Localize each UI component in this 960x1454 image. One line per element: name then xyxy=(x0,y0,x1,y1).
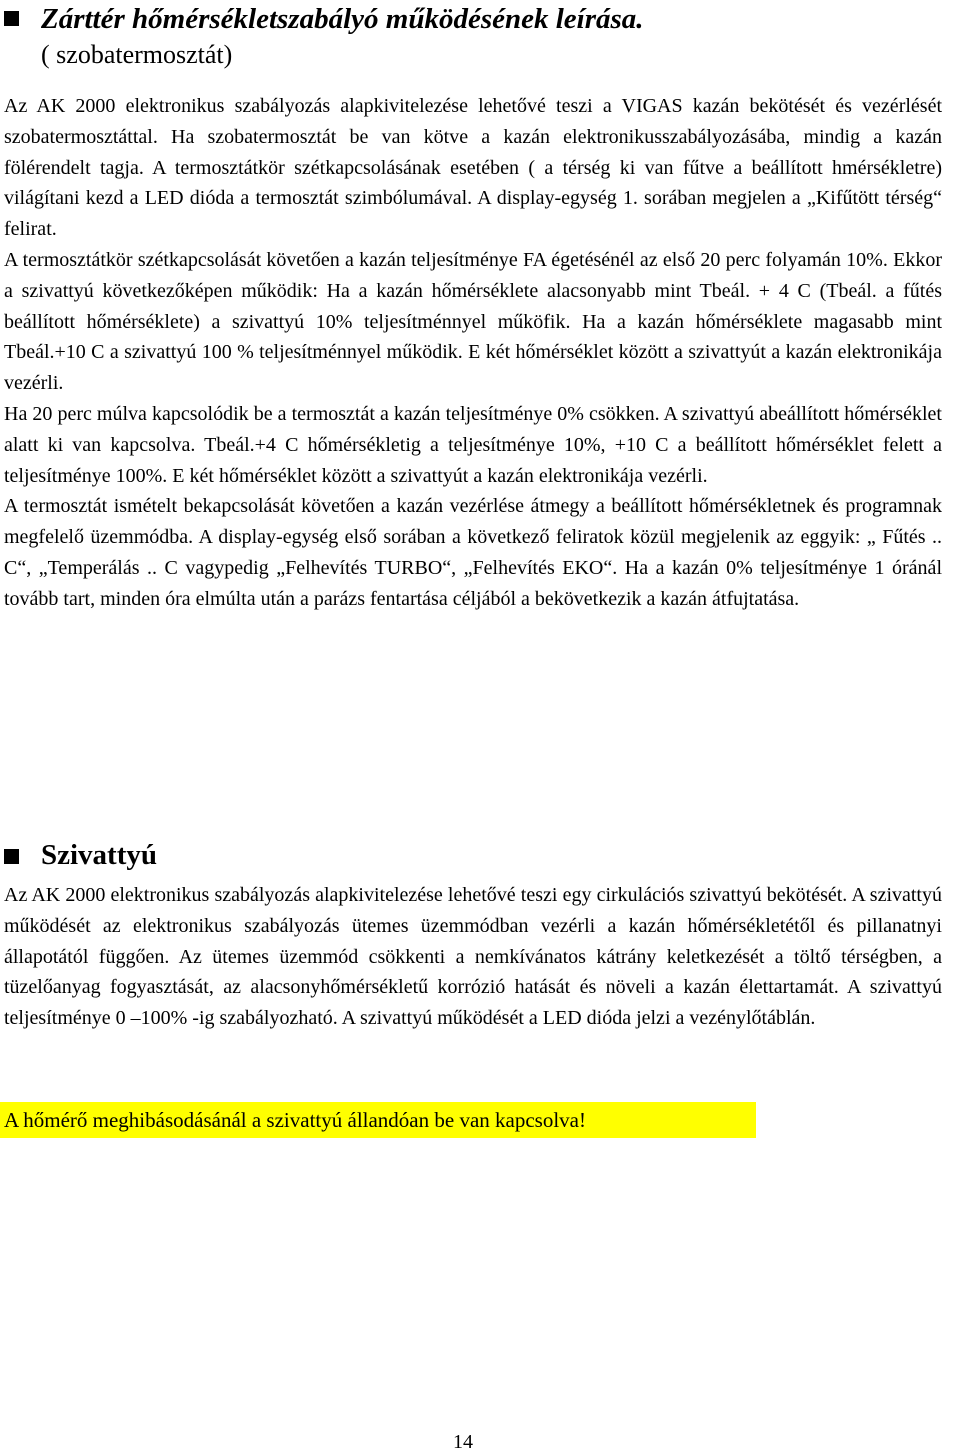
thermostat-section-body xyxy=(4,91,942,615)
paragraph: Az AK 2000 elektronikus szabályozás alapkivitelezése lehetővé teszi egy cirkulációs szivattyú bekötését. A szivattyú működését az elektronikus szabályozás ütemes üzemmódban vezérli a kazán hőmérsékletétől és pillanatnyi állapotától függően. Az ütemes üzemmód csökkenti a nemkívánatos kátrány keletkezését a töltő térségben, a tüzelőanyag fogyasztását, az alacsonyhőmérsékletű korrózió hatását és növeli a kazán élettartamát. A szivattyú teljesítménye 0 –100% -ig szabályozható. A szivattyú működését a LED dióda jelzi a vezénylőtáblán. xyxy=(4,884,942,1030)
pump-section-body xyxy=(4,880,942,1034)
heading-title: Szivattyú xyxy=(41,839,157,871)
paragraph: A termosztát ismételt bekapcsolását követően a kazán vezérlése átmegy a beállított hőmérsékletnek és programnak megfelelő üzemmódba. A display-egység első sorában a következő feliratok közül megjelenik az eggyik: „ Fűtés .. C“, „Temperálás .. C vagypedig „Felhevítés TURBO“, „Felhevítés EKO“. Ha a kazán 0% teljesítménye 1 óránál tovább tart, minden óra elmúlta után a parázs fentartása céljából a bekövetkezik a kazán átfujtatása. xyxy=(4,495,942,610)
square-bullet-icon xyxy=(4,11,19,26)
warning-highlight: A hőmérő meghibásodásánál a szivattyú állandóan be van kapcsolva! xyxy=(0,1102,756,1138)
section-heading-thermostat xyxy=(4,2,904,72)
paragraph: Ha 20 perc múlva kapcsolódik be a termosztát a kazán teljesítménye 0% csökken. A szivattyú abeállított hőmérséklet alatt ki van kapcsolva. Tbeál.+4 C hőmérsékletig a teljesítménye 10%, +10 C a beállított hőmérséklet felett a teljesítménye 100%. E két hőmérséklet között a szivattyút a kazán elektronikája vezérli. xyxy=(4,402,942,487)
section-heading-pump xyxy=(4,836,157,874)
heading-title-line2: ( szobatermosztát) xyxy=(41,40,233,69)
paragraph: Az AK 2000 elektronikus szabályozás alapkivitelezése lehetővé teszi a VIGAS kazán bekötését és vezérlését szobatermosztáttal. Ha szobatermosztát be van kötve a kazán elektronikusszabályozásába, mindig a kazán fölérendelt tagja. A termosztátkör szétkapcsolásának esetében ( a térség ki van fűtve a beállított hmérsékletre) világítani kezd a LED dióda a termosztát szimbólumával. A display-egység 1. sorában megjelen a „Kifűtött térség“ felirat. xyxy=(4,95,942,241)
square-bullet-icon xyxy=(4,849,19,864)
paragraph: A termosztátkör szétkapcsolását követően a kazán teljesítménye FA égetésénél az első 20 perc folyamán 10%. Ekkor a szivattyú következőképen működik: Ha a kazán hőmérséklete alacsonyabb mint Tbeál. + 4 C (Tbeál. a fűtés beállított hőmérséklete) a szivattyú 10% teljesítménnyel műköfik. Ha a kazán hőmérséklete magasabb mint Tbeál.+10 C a szivattyú 100 % teljesítménnyel működik. E két hőmérséklet között a szivattyút a kazán elektronikája vezérli. xyxy=(4,248,942,395)
heading-title-line1: Zárttér hőmérsékletszabályó működésének leírása. xyxy=(41,3,644,35)
page-number: 14 xyxy=(453,1431,473,1453)
heading-text xyxy=(41,2,644,72)
